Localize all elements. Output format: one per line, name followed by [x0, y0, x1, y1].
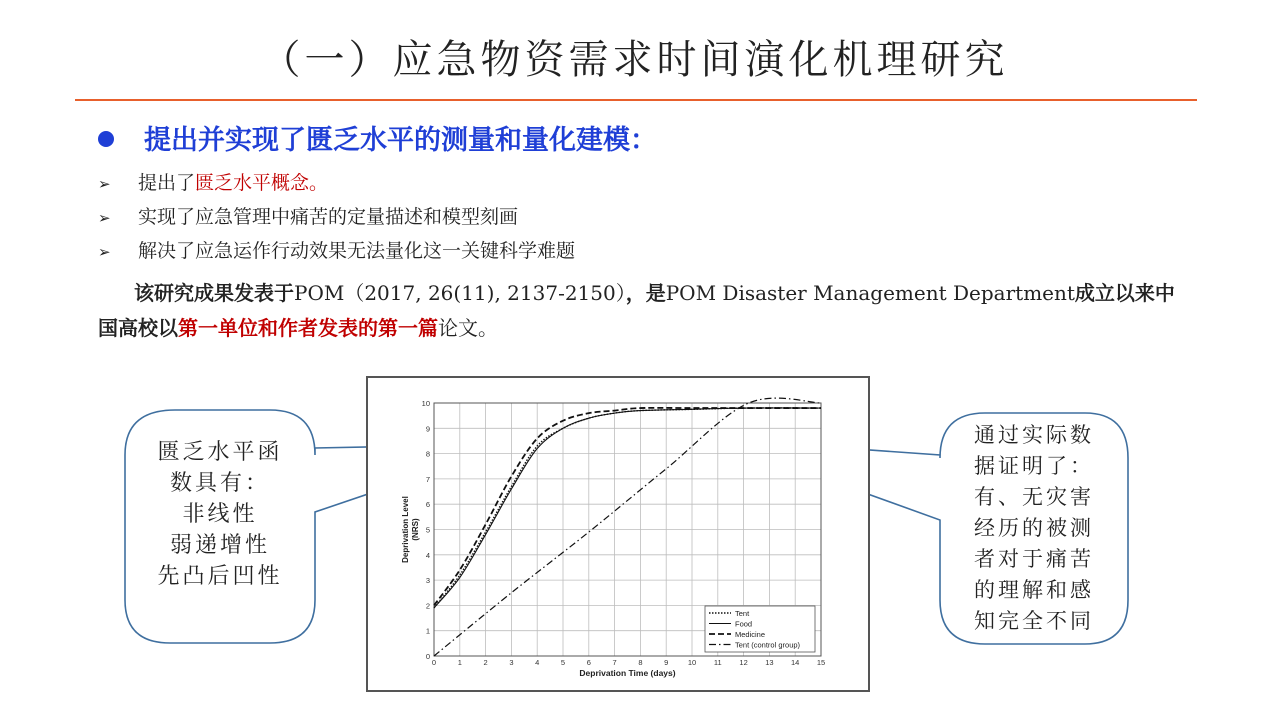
x-tick-label: 1: [457, 658, 462, 667]
callout-line: 先凸后凹性: [157, 564, 283, 589]
callout-line: 据证明了：: [974, 454, 1094, 478]
chart-svg: [368, 378, 868, 690]
y-tick-label: 4: [425, 550, 430, 560]
pub-text: 论文。: [438, 316, 498, 340]
left-callout-text: [128, 437, 312, 592]
callout-line: 匮乏水平函: [157, 440, 283, 465]
x-tick-label: 3: [509, 658, 514, 667]
legend-label: Tent: [735, 609, 750, 618]
pub-department: POM Disaster Management Department: [665, 281, 1075, 305]
deprivation-chart: [366, 376, 870, 692]
pub-journal: POM（2017, 26(11), 2137-2150）: [294, 281, 626, 305]
series-line-food: [434, 408, 821, 608]
x-tick-label: 4: [535, 658, 540, 667]
x-tick-label: 11: [713, 658, 722, 667]
y-tick-label: 6: [425, 500, 430, 510]
pub-text: 成立以来中国高校以: [98, 281, 1175, 340]
y-tick-label: 7: [425, 474, 430, 484]
series-line-tent: [434, 408, 821, 608]
x-tick-label: 0: [431, 658, 437, 667]
legend-label: Medicine: [735, 630, 766, 639]
y-tick-label: 0: [425, 652, 430, 661]
x-tick-label: 2: [483, 658, 488, 667]
x-tick-label: 8: [638, 658, 643, 667]
x-tick-label: 14: [791, 658, 800, 667]
x-tick-label: 10: [687, 658, 697, 667]
callout-line: 有、无灾害: [974, 485, 1094, 509]
legend-label: Tent (control group): [735, 640, 801, 650]
y-tick-label: 9: [425, 424, 430, 434]
y-tick-label: 1: [425, 626, 430, 636]
y-tick-label: 2: [425, 601, 430, 611]
x-tick-label: 12: [739, 658, 748, 667]
callout-line: 知完全不同: [974, 609, 1094, 633]
callout-line: 数具有：: [169, 471, 270, 496]
pub-text: 该研究成果发表于: [134, 281, 294, 305]
y-tick-label: 5: [425, 525, 430, 535]
y-axis-label-unit: (NRS): [411, 518, 420, 541]
y-axis-label: Deprivation Level: [401, 496, 410, 563]
x-tick-label: 15: [816, 658, 826, 667]
series-line-medicine: [434, 408, 821, 606]
callout-line: 通过实际数: [974, 423, 1094, 447]
page-title: （一）应急物资需求时间演化机理研究: [260, 37, 1009, 83]
pub-text: ，是: [625, 281, 666, 305]
x-tick-label: 13: [765, 658, 774, 667]
arrow-bullet-icon: ➢: [98, 175, 111, 193]
callout-line: 的理解和感: [974, 578, 1094, 602]
callout-line: 者对于痛苦: [974, 547, 1094, 571]
y-tick-label: 8: [425, 449, 430, 459]
right-callout-text: [943, 420, 1125, 637]
bullet-text: 解决了应急运作行动效果无法量化这一关键科学难题: [138, 240, 576, 262]
callout-line: 经历的被测: [974, 516, 1094, 540]
x-tick-label: 9: [664, 658, 669, 667]
y-tick-label: 3: [425, 576, 430, 586]
callout-line: 非线性: [182, 502, 258, 527]
callout-line: 弱递增性: [169, 533, 270, 558]
x-tick-label: 5: [560, 658, 566, 667]
x-tick-label: 7: [612, 658, 617, 667]
section-heading-text: 提出并实现了匮乏水平的测量和量化建模：: [144, 125, 657, 156]
x-axis-label: Deprivation Time (days): [579, 668, 676, 678]
bullet-highlight: 匮乏水平概念。: [195, 172, 329, 194]
bullet-text: 提出了: [138, 172, 196, 194]
x-tick-label: 6: [586, 658, 591, 667]
arrow-bullet-icon: ➢: [98, 243, 111, 261]
arrow-bullet-icon: ➢: [98, 209, 111, 227]
legend-label: Food: [735, 619, 753, 629]
pub-highlight: 第一单位和作者发表的第一篇: [178, 316, 438, 340]
y-tick-label: 10: [421, 399, 430, 408]
bullet-text: 实现了应急管理中痛苦的定量描述和模型刻画: [138, 206, 519, 228]
